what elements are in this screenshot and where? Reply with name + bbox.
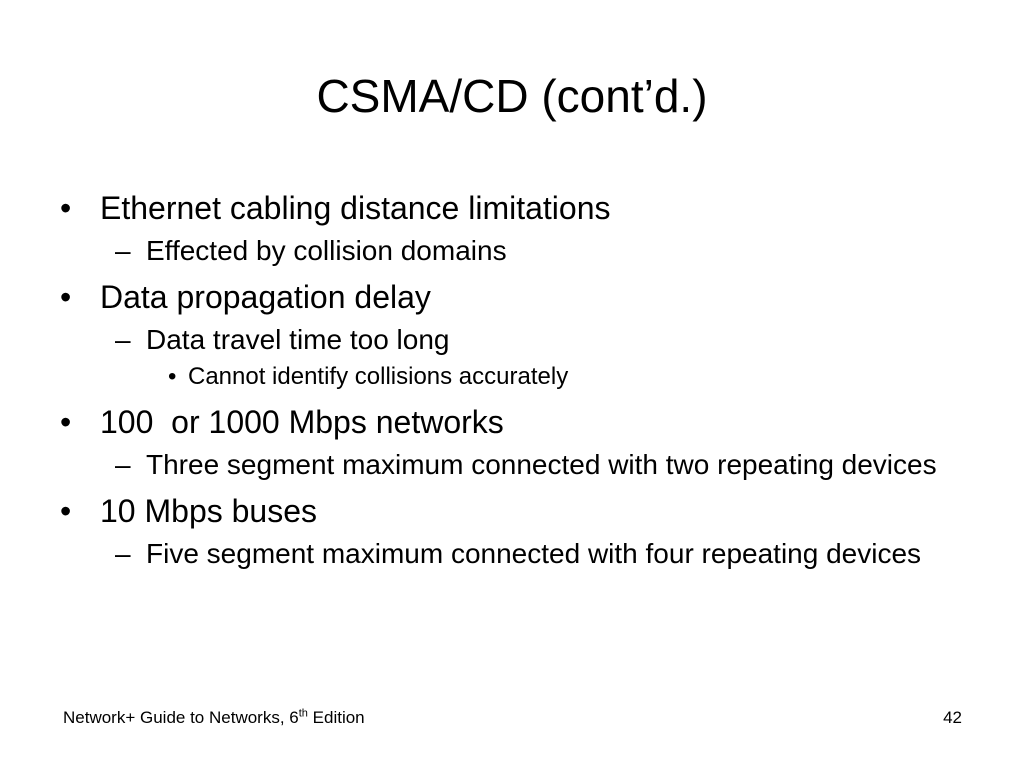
bullet-marker: • (60, 404, 72, 440)
dash-marker: – (115, 449, 131, 480)
small-bullet-marker: • (168, 363, 177, 390)
footer-book-prefix: Network+ Guide to Networks, 6 (63, 708, 299, 727)
bullet-item (60, 186, 960, 230)
bullet-text: Ethernet cabling distance limitations (100, 190, 611, 226)
footer-book-suffix: Edition (307, 708, 365, 727)
footer-book-title (63, 707, 365, 729)
sub-bullet-item (60, 321, 960, 358)
bullet-item (60, 400, 960, 444)
sub-sub-bullet-text: Cannot identify collisions accurately (188, 363, 569, 390)
sub-bullet-item (60, 232, 960, 269)
dash-marker: – (115, 538, 131, 569)
sub-bullet-text: Five segment maximum connected with four repeating devices (146, 538, 922, 569)
page-number: 42 (943, 708, 962, 727)
bullet-marker: • (60, 279, 72, 315)
dash-marker: – (115, 235, 131, 266)
sub-sub-bullet-item (60, 360, 960, 394)
bullet-text: 10 Mbps buses (100, 493, 318, 529)
bullet-list (60, 180, 960, 572)
sub-bullet-text: Data travel time too long (146, 324, 450, 355)
bullet-text: Data propagation delay (100, 279, 431, 315)
slide-title: CSMA/CD (cont’d.) (316, 70, 708, 122)
bullet-item (60, 489, 960, 533)
sub-bullet-item (60, 446, 960, 483)
sub-bullet-item (60, 535, 960, 572)
bullet-item (60, 275, 960, 319)
bullet-marker: • (60, 493, 72, 529)
footer-edition-superscript: th (298, 707, 308, 720)
bullet-marker: • (60, 190, 72, 226)
sub-bullet-text: Three segment maximum connected with two repeating devices (146, 449, 937, 480)
dash-marker: – (115, 324, 131, 355)
bullet-text: 100 or 1000 Mbps networks (100, 404, 504, 440)
sub-bullet-text: Effected by collision domains (146, 235, 507, 266)
